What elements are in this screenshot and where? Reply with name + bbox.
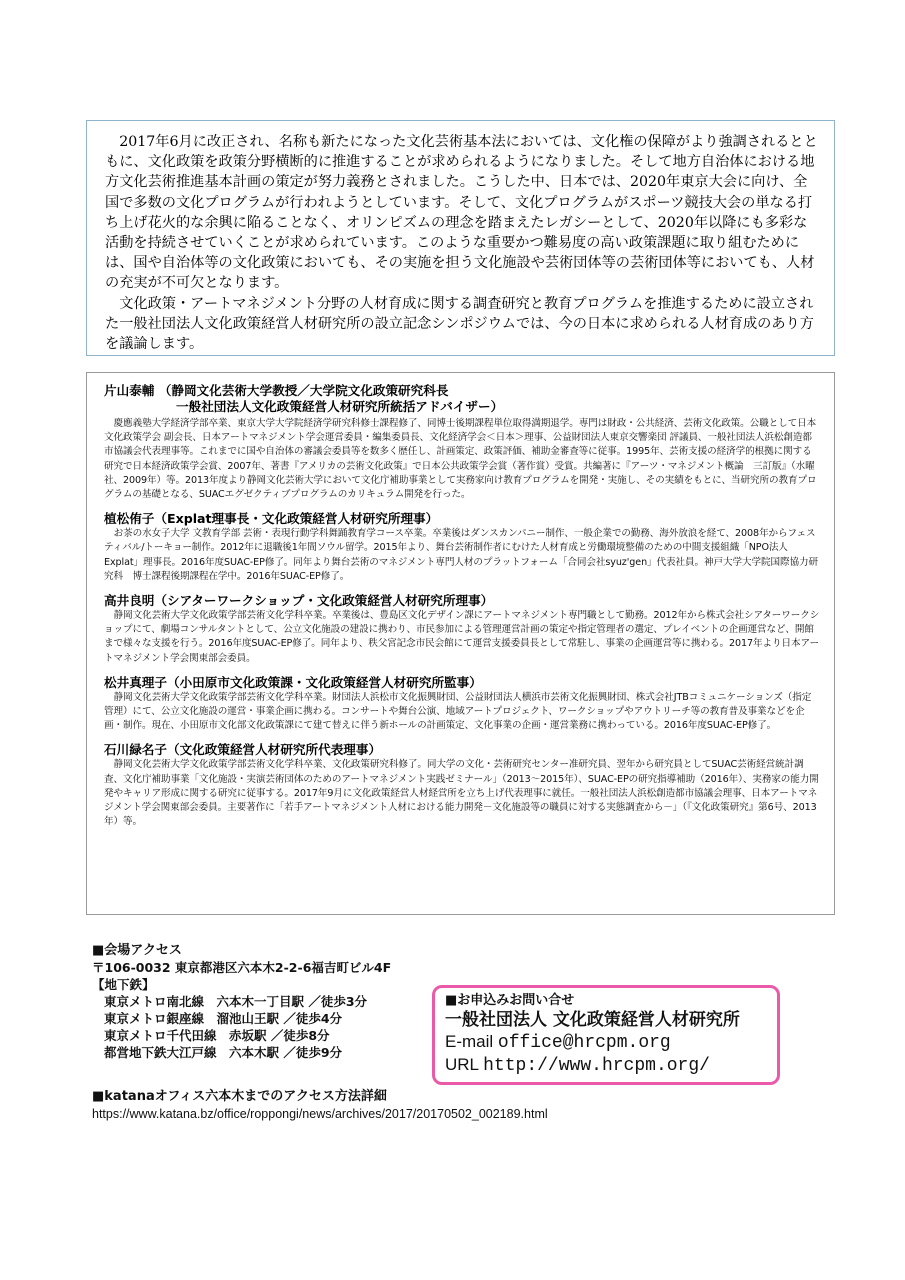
subway-line: 東京メトロ南北線 六本木一丁目駅 ／徒歩3分: [104, 994, 368, 1009]
profile-takai: [104, 593, 820, 666]
intro-paragraph-1: 2017年6月に改正され、名称も新たになった文化芸術基本法においては、文化権の保障がより強調されるとともに、文化政策を政策分野横断的に推進することが求められるようになりました。そして地方自治体における地方文化芸術推進基本計画の策定が努力義務とされました。こうした中、日本では、2020年東京大会に向け、全国で多数の文化プログラムが行われようとしています。そして、文化プログラムがスポーツ競技大会の単なる打ち上げ花火的な余興に陥ることなく、オリンピズムの理念を踏まえたレガシーとして、2020年以降にも多彩な活動を持続させていくことが求められています。このような重要かつ難易度の高い政策課題に取り組むためには、国や自治体等の文化政策においても、その実施を担う文化施設や芸術団体等の芸術団体等においても、人材の充実が不可欠となります。: [105, 134, 818, 292]
profiles-box: [86, 372, 835, 915]
intro-paragraph-2: 文化政策・アートマネジメント分野の人材育成に関する調査研究と教育プログラムを推進するために設立された一般社団法人文化政策経営人材研究所の設立記念シンポジウムでは、今の日本に求められる人材育成のあり方を議論します。: [105, 295, 814, 353]
profile-katayama: [104, 383, 820, 502]
email-link[interactable]: office@hrcpm.org: [497, 1033, 671, 1053]
contact-box: [432, 985, 780, 1085]
email-label: E-mail: [445, 1032, 494, 1051]
profile-matsui: [104, 675, 820, 734]
profile-bio: 静岡文化芸術大学文化政策学部芸術文化学科卒業。卒業後は、豊島区文化デザイン課にアートマネジメント専門職として勤務。2012年から株式会社シアターワークショップにて、劇場コンサルタントとして、公立文化施設の建設に携わり、市民参加による管理運営計画の策定や指定管理者の選定、プレイベントの企画運営など、開館まで様々な支援を行う。2016年度SUAC-EP修了。同年より、秩父宮記念市民会館にて運営支援委員長として常駐し、事業の企画運営等に携わる。2017年より日本アートマネジメント学会関東部会委員。: [104, 610, 820, 664]
profile-name: 片山泰輔 （静岡文化芸術大学教授／大学院文化政策研究科長: [104, 383, 449, 398]
profile-bio: お茶の水女子大学 文教育学部 芸術・表現行動学科舞踊教育学コース卒業。卒業後はダンスカンパニー制作、一般企業での勤務、海外放浪を経て、2008年からフェスティバル/トーキョー制作。2012年に退職後1年間ソウル留学。2015年より、舞台芸術制作者にむけた人材育成と労働環境整備のための中間支援組織「NPO法人Explat」理事長。2016年度SUAC-EP修了。同年より舞台芸術のマネジメント専門人材のプラットフォーム「合同会社syuz'gen」代表社員。神戸大学大学院国際協力研究科 博士課程後期課程在学中。2016年SUAC-EP修了。: [104, 528, 818, 582]
subway-line: 都営地下鉄大江戸線 六本木駅 ／徒歩9分: [104, 1045, 343, 1060]
profile-name: 高井良明（シアターワークショップ・文化政策経営人材研究所理事）: [104, 593, 494, 609]
profile-bio: 静岡文化芸術大学文化政策学部芸術文化学科卒業。財団法人浜松市文化振興財団、公益財団法人横浜市芸術文化振興財団、株式会社JTBコミュニケーションズ（指定管理）にて、公立文化施設の運営・事業企画に携わる。コンサートや舞台公演、地域アートプロジェクト、ワークショップやアウトリーチ等の教育普及事業などを企画・制作。現在、小田原市文化部文化政策課にて建て替えに伴う新ホールの計画策定、文化事業の企画・運営業務に携わっている。2016年度SUAC-EP修了。: [104, 691, 812, 732]
profile-ishikawa: [104, 742, 820, 829]
access-address: 〒106-0032 東京都港区六本木2-2-6福吉町ビル4F: [92, 960, 392, 975]
contact-title: ■お申込みお問い合せ: [445, 993, 575, 1008]
katana-access: [92, 1088, 792, 1123]
profile-name-line2: 一般社団法人文化政策経営人材研究所統括アドバイザー）: [176, 399, 504, 414]
profile-name: 松井真理子（小田原市文化政策課・文化政策経営人材研究所監事）: [104, 674, 482, 690]
access-title: ■会場アクセス: [92, 943, 182, 958]
url-label: URL: [445, 1055, 479, 1074]
website-link[interactable]: http://www.hrcpm.org/: [483, 1056, 710, 1076]
venue-access: [92, 942, 432, 1061]
profile-bio: 慶應義塾大学経済学部卒業、東京大学大学院経済学研究科修士課程修了、同博士後期課程単位取得満期退学。専門は財政・公共経済、芸術文化政策。公職として日本文化政策学会 副会長、日本アートマネジメント学会運営委員・編集委員長、文化経済学会＜日本＞理事、公益財団法人東京交響楽団 評議員、一般社団法人浜松創造都市協議会代表理事等。これまでに国や自治体の審議会委員等を数多く歴任し、計画策定、政策評価、補助金審査等に従事。1995年、芸術支援の経済学的根拠に関する研究で日本経済政策学会賞、2007年、著書『アメリカの芸術文化政策』で日本公共政策学会賞（著作賞）受賞。共編著に『アーツ・マネジメント概論 三訂版』（水曜社、2009年）等。2013年度より静岡文化芸術大学において文化庁補助事業として実務家向け教育プログラムを開発・実施し、その実績をもとに、当研究所の教育プログラムの基礎となる、SUACエグゼクティブプログラムのカリキュラム開発を行った。: [104, 418, 817, 501]
profile-name: 植松侑子（Explat理事長・文化政策経営人材研究所理事）: [104, 511, 439, 527]
contact-email: [445, 1031, 777, 1054]
profile-name: 石川緑名子（文化政策経営人材研究所代表理事）: [104, 742, 382, 758]
contact-org: 一般社団法人 文化政策経営人材研究所: [445, 1010, 740, 1030]
profile-uematsu: [104, 511, 820, 584]
katana-title: ■katanaオフィス六本木までのアクセス方法詳細: [92, 1089, 387, 1104]
contact-url: [445, 1054, 777, 1077]
subway-line: 東京メトロ銀座線 溜池山王駅 ／徒歩4分: [104, 1011, 343, 1026]
intro-box: [86, 120, 835, 356]
subway-heading: 【地下鉄】: [92, 977, 155, 992]
profile-bio: 静岡文化芸術大学文化政策学部芸術文化学科卒業、文化政策研究科修了。同大学の文化・芸術研究センター准研究員、翌年から研究員としてSUAC芸術経営統計調査、文化庁補助事業「文化施設・実演芸術団体のためのアートマネジメント実践ゼミナール」（2013～2015年）、SUAC-EPの研究指導補助（2016年）、実務家の能力開発やキャリア形成に関する研究に従事する。2017年9月に文化政策経営人材経営所を立ち上げ代表理事に就任。一般社団法人浜松創造都市協議会理事、日本アートマネジメント学会関東部会委員。主要著作に「若手アートマネジメント人材における能力開発－文化施設等の職員に対する実態調査から－」（『文化政策研究』第6号、2013年）等。: [104, 759, 819, 828]
subway-line: 東京メトロ千代田線 赤坂駅 ／徒歩8分: [104, 1028, 330, 1043]
katana-url-link[interactable]: https://www.katana.bz/office/roppongi/news/archives/2017/20170502_002189.html: [92, 1107, 548, 1121]
